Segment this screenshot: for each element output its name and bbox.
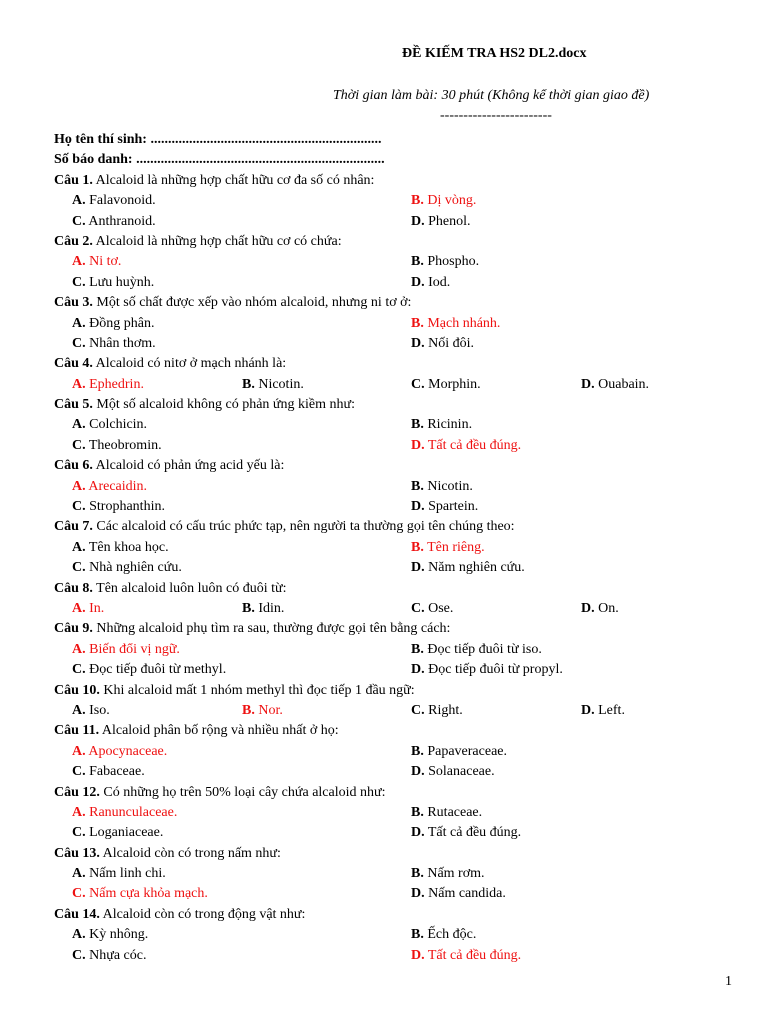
answer-option xyxy=(72,273,154,293)
option-text: Nhựa cóc. xyxy=(89,947,147,963)
option-letter: B. xyxy=(411,539,424,555)
answer-option xyxy=(411,660,563,680)
option-text: Ephedrin. xyxy=(89,376,144,392)
document-title: ĐỀ KIẾM TRA HS2 DL2.docx xyxy=(402,46,587,61)
question-text: Alcaloid là những hợp chất hữu cơ đa số có nhân: xyxy=(95,172,375,188)
answer-row xyxy=(54,273,734,293)
question-stem xyxy=(54,681,734,701)
answer-option xyxy=(581,375,649,395)
option-text: Ricinin. xyxy=(427,417,473,433)
candidate-name-field: Họ tên thí sinh: .................................................................. xyxy=(54,132,382,147)
option-letter: C. xyxy=(72,560,86,576)
answer-option xyxy=(411,415,472,435)
answer-option xyxy=(242,599,284,619)
answer-option xyxy=(411,823,521,843)
answer-row xyxy=(54,864,734,884)
answer-option xyxy=(72,946,146,966)
option-text: Đọc tiếp đuôi từ iso. xyxy=(427,641,542,657)
option-letter: D. xyxy=(411,825,425,841)
question-stem xyxy=(54,579,734,599)
option-text: Dị vòng. xyxy=(427,193,477,209)
answer-option-correct xyxy=(411,436,521,456)
option-text: Ranunculaceae. xyxy=(89,804,178,820)
option-text: Nhân thơm. xyxy=(89,335,156,351)
option-letter: D. xyxy=(581,376,595,392)
answer-option xyxy=(72,701,110,721)
option-letter: A. xyxy=(72,193,86,209)
question-stem xyxy=(54,293,734,313)
question-text: Alcaloid phân bố rộng và nhiều nhất ở họ: xyxy=(101,723,339,739)
question-number: Câu 14. xyxy=(54,906,100,922)
candidate-id-field: Số báo danh: ....................................................................... xyxy=(54,152,385,168)
question-text: Những alcaloid phụ tìm ra sau, thường được gọi tên bằng cách: xyxy=(96,621,451,637)
answer-option xyxy=(72,212,156,232)
option-text: Theobromin. xyxy=(88,437,162,453)
option-text: Strophanthin. xyxy=(89,499,165,515)
answer-option xyxy=(72,415,147,435)
option-text: On. xyxy=(598,600,619,616)
question-number: Câu 13. xyxy=(54,845,100,861)
option-text: Iod. xyxy=(428,274,451,290)
answer-option-correct xyxy=(72,477,147,497)
question-stem xyxy=(54,721,734,741)
answer-row xyxy=(54,477,734,497)
answer-option xyxy=(72,762,145,782)
answer-option xyxy=(72,558,182,578)
answer-row xyxy=(54,599,734,619)
answer-option-correct xyxy=(72,375,144,395)
answer-option xyxy=(411,273,450,293)
option-letter: A. xyxy=(72,743,86,759)
question-text: Một số chất được xếp vào nhóm alcaloid, nhưng ni tơ ở: xyxy=(96,295,412,311)
option-letter: B. xyxy=(411,866,424,882)
answer-row xyxy=(54,701,734,721)
option-letter: A. xyxy=(72,866,86,882)
answer-option-correct xyxy=(411,946,521,966)
answer-row xyxy=(54,415,734,435)
option-letter: C. xyxy=(72,335,86,351)
option-letter: C. xyxy=(411,600,425,616)
option-text: Right. xyxy=(428,702,463,718)
option-letter: A. xyxy=(72,927,86,943)
option-letter: B. xyxy=(411,478,424,494)
question-text: Có những họ trên 50% loại cây chứa alcaloid như: xyxy=(103,784,386,800)
option-letter: C. xyxy=(411,376,425,392)
option-text: Năm nghiên cứu. xyxy=(428,560,525,576)
option-text: Nối đôi. xyxy=(428,335,475,351)
question-text: Alcaloid là những hợp chất hữu cơ có chứa: xyxy=(95,233,342,249)
option-text: Nấm cựa khỏa mạch. xyxy=(89,886,208,902)
option-text: Ose. xyxy=(428,600,454,616)
answer-row xyxy=(54,660,734,680)
question-text: Alcaloid có phản ứng acid yếu là: xyxy=(95,458,285,474)
option-letter: D. xyxy=(411,886,425,902)
option-letter: D. xyxy=(411,499,425,515)
question-text: Alcaloid có nitơ ở mạch nhánh là: xyxy=(95,356,287,372)
answer-option xyxy=(411,640,542,660)
option-text: Tất cả đều đúng. xyxy=(427,947,522,963)
option-text: Rutaceae. xyxy=(427,804,483,820)
question-list xyxy=(54,171,734,966)
question-stem xyxy=(54,354,734,374)
answer-row xyxy=(54,191,734,211)
option-text: Ếch độc. xyxy=(427,927,477,943)
option-text: Lưu huỳnh. xyxy=(89,274,155,290)
question-number: Câu 8. xyxy=(54,580,93,596)
question-number: Câu 12. xyxy=(54,784,100,800)
question-text: Một số alcaloid không có phản ứng kiềm như: xyxy=(96,397,355,413)
option-letter: A. xyxy=(72,254,86,270)
option-letter: B. xyxy=(411,254,424,270)
option-text: Nấm linh chi. xyxy=(89,866,166,882)
option-letter: A. xyxy=(72,376,86,392)
answer-option-correct xyxy=(72,884,208,904)
option-text: In. xyxy=(89,600,105,616)
option-letter: B. xyxy=(411,193,424,209)
question-text: Alcaloid còn có trong động vật như: xyxy=(102,906,306,922)
question-number: Câu 1. xyxy=(54,172,93,188)
answer-option xyxy=(72,925,148,945)
answer-option xyxy=(72,864,166,884)
answer-row xyxy=(54,497,734,517)
option-text: Tất cả đều đúng. xyxy=(427,825,522,841)
option-letter: D. xyxy=(411,335,425,351)
answer-option xyxy=(72,660,226,680)
question-stem xyxy=(54,232,734,252)
option-letter: D. xyxy=(581,702,595,718)
option-letter: A. xyxy=(72,478,86,494)
option-letter: B. xyxy=(411,804,424,820)
option-letter: A. xyxy=(72,417,86,433)
answer-option-correct xyxy=(411,538,485,558)
option-letter: A. xyxy=(72,702,86,718)
answer-row xyxy=(54,640,734,660)
option-text: Đọc tiếp đuôi từ methyl. xyxy=(89,662,227,678)
answer-option xyxy=(72,823,163,843)
option-text: Nhà nghiên cứu. xyxy=(89,560,182,576)
question-stem xyxy=(54,783,734,803)
option-text: Solanaceae. xyxy=(428,764,495,780)
answer-row xyxy=(54,252,734,272)
option-letter: B. xyxy=(411,417,424,433)
answer-row xyxy=(54,803,734,823)
option-text: Colchicin. xyxy=(89,417,148,433)
answer-row xyxy=(54,314,734,334)
answer-option xyxy=(411,375,481,395)
question-number: Câu 6. xyxy=(54,458,93,474)
question-number: Câu 4. xyxy=(54,356,93,372)
option-letter: C. xyxy=(72,437,86,453)
option-letter: C. xyxy=(72,886,86,902)
answer-row xyxy=(54,558,734,578)
option-text: Fabaceae. xyxy=(89,764,145,780)
question-text: Tên alcaloid luôn luôn có đuôi từ: xyxy=(96,580,287,596)
option-letter: B. xyxy=(242,600,255,616)
option-letter: A. xyxy=(72,600,86,616)
option-text: Anthranoid. xyxy=(88,213,156,229)
answer-option xyxy=(411,701,463,721)
option-text: Nicotin. xyxy=(427,478,473,494)
answer-option-correct xyxy=(72,252,121,272)
exam-duration: Thời gian làm bài: 30 phút (Không kể thời gian giao đề) xyxy=(333,88,650,103)
option-text: Loganiaceae. xyxy=(89,825,164,841)
question-number: Câu 9. xyxy=(54,621,93,637)
answer-row xyxy=(54,436,734,456)
option-letter: D. xyxy=(411,560,425,576)
answer-option-correct xyxy=(72,599,104,619)
option-letter: D. xyxy=(411,947,425,963)
question-stem xyxy=(54,517,734,537)
answer-option-correct xyxy=(411,191,476,211)
answer-option xyxy=(411,925,476,945)
question-number: Câu 3. xyxy=(54,295,93,311)
answer-option xyxy=(411,803,482,823)
option-letter: B. xyxy=(411,743,424,759)
question-text: Khi alcaloid mất 1 nhóm methyl thì đọc tiếp 1 đầu ngữ: xyxy=(103,682,415,698)
answer-option-correct xyxy=(411,314,500,334)
option-text: Kỳ nhông. xyxy=(89,927,149,943)
answer-row xyxy=(54,742,734,762)
option-text: Spartein. xyxy=(428,499,479,515)
option-text: Nicotin. xyxy=(258,376,304,392)
answer-option xyxy=(242,375,304,395)
question-number: Câu 7. xyxy=(54,519,93,535)
answer-option xyxy=(411,599,453,619)
option-text: Nấm rơm. xyxy=(427,866,485,882)
answer-row xyxy=(54,375,734,395)
option-letter: C. xyxy=(411,702,425,718)
question-number: Câu 2. xyxy=(54,233,93,249)
page-number: 1 xyxy=(725,974,732,989)
option-text: Nấm candida. xyxy=(428,886,506,902)
option-text: Tất cả đều đúng. xyxy=(427,437,522,453)
answer-option xyxy=(72,497,165,517)
option-letter: C. xyxy=(72,825,86,841)
question-stem xyxy=(54,395,734,415)
option-letter: A. xyxy=(72,804,86,820)
option-text: Ouabain. xyxy=(598,376,650,392)
question-text: Các alcaloid có cấu trúc phức tạp, nên người ta thường gọi tên chúng theo: xyxy=(96,519,515,535)
option-text: Nor. xyxy=(258,702,283,718)
option-letter: A. xyxy=(72,539,86,555)
option-text: Tên riêng. xyxy=(427,539,485,555)
option-letter: D. xyxy=(411,274,425,290)
option-letter: D. xyxy=(411,764,425,780)
question-text: Alcaloid còn có trong nấm như: xyxy=(102,845,281,861)
answer-option xyxy=(411,762,495,782)
answer-option xyxy=(581,701,625,721)
option-letter: A. xyxy=(72,315,86,331)
option-letter: D. xyxy=(411,437,425,453)
answer-option xyxy=(72,436,162,456)
answer-option xyxy=(411,864,485,884)
option-letter: C. xyxy=(72,274,86,290)
exam-content xyxy=(54,130,734,966)
answer-option xyxy=(411,212,471,232)
answer-row xyxy=(54,946,734,966)
answer-option-correct xyxy=(72,742,167,762)
option-letter: C. xyxy=(72,662,86,678)
option-letter: C. xyxy=(72,499,86,515)
question-stem xyxy=(54,456,734,476)
option-text: Đồng phân. xyxy=(89,315,155,331)
question-number: Câu 11. xyxy=(54,723,100,739)
option-letter: C. xyxy=(72,764,86,780)
option-text: Idin. xyxy=(258,600,285,616)
option-letter: B. xyxy=(411,315,424,331)
question-number: Câu 5. xyxy=(54,397,93,413)
question-stem xyxy=(54,844,734,864)
answer-option xyxy=(411,334,474,354)
answer-option xyxy=(411,497,478,517)
option-text: Mạch nhánh. xyxy=(427,315,501,331)
option-letter: A. xyxy=(72,641,86,657)
option-letter: C. xyxy=(72,213,86,229)
question-stem xyxy=(54,619,734,639)
option-text: Iso. xyxy=(89,702,110,718)
option-text: Morphin. xyxy=(428,376,481,392)
answer-option xyxy=(411,252,479,272)
answer-row xyxy=(54,884,734,904)
answer-row xyxy=(54,925,734,945)
answer-option-correct xyxy=(72,803,177,823)
header-divider: ------------------------ xyxy=(440,108,552,123)
option-text: Ni tơ. xyxy=(89,254,122,270)
answer-option xyxy=(411,742,507,762)
answer-option-correct xyxy=(72,640,180,660)
answer-option xyxy=(72,334,156,354)
answer-option xyxy=(411,477,473,497)
option-text: Apocynaceae. xyxy=(88,743,168,759)
option-text: Falavonoid. xyxy=(89,193,156,209)
option-text: Left. xyxy=(598,702,625,718)
option-letter: C. xyxy=(72,947,86,963)
answer-option xyxy=(411,884,506,904)
option-letter: B. xyxy=(242,376,255,392)
answer-row xyxy=(54,538,734,558)
answer-option xyxy=(72,314,154,334)
option-text: Papaveraceae. xyxy=(427,743,508,759)
answer-row xyxy=(54,823,734,843)
answer-option xyxy=(581,599,619,619)
option-letter: D. xyxy=(411,662,425,678)
answer-row xyxy=(54,334,734,354)
option-letter: B. xyxy=(411,927,424,943)
answer-option xyxy=(72,191,156,211)
option-text: Biến đổi vị ngữ. xyxy=(89,641,180,657)
option-letter: D. xyxy=(411,213,425,229)
option-text: Phenol. xyxy=(428,213,471,229)
question-stem xyxy=(54,171,734,191)
question-number: Câu 10. xyxy=(54,682,100,698)
option-letter: D. xyxy=(581,600,595,616)
answer-row xyxy=(54,212,734,232)
option-text: Tên khoa học. xyxy=(88,539,169,555)
option-text: Arecaidin. xyxy=(88,478,148,494)
answer-option xyxy=(72,538,169,558)
option-text: Phospho. xyxy=(427,254,480,270)
option-letter: B. xyxy=(242,702,255,718)
option-letter: B. xyxy=(411,641,424,657)
answer-option-correct xyxy=(242,701,283,721)
answer-row xyxy=(54,762,734,782)
option-text: Đọc tiếp đuôi từ propyl. xyxy=(428,662,563,678)
answer-option xyxy=(411,558,525,578)
question-stem xyxy=(54,905,734,925)
